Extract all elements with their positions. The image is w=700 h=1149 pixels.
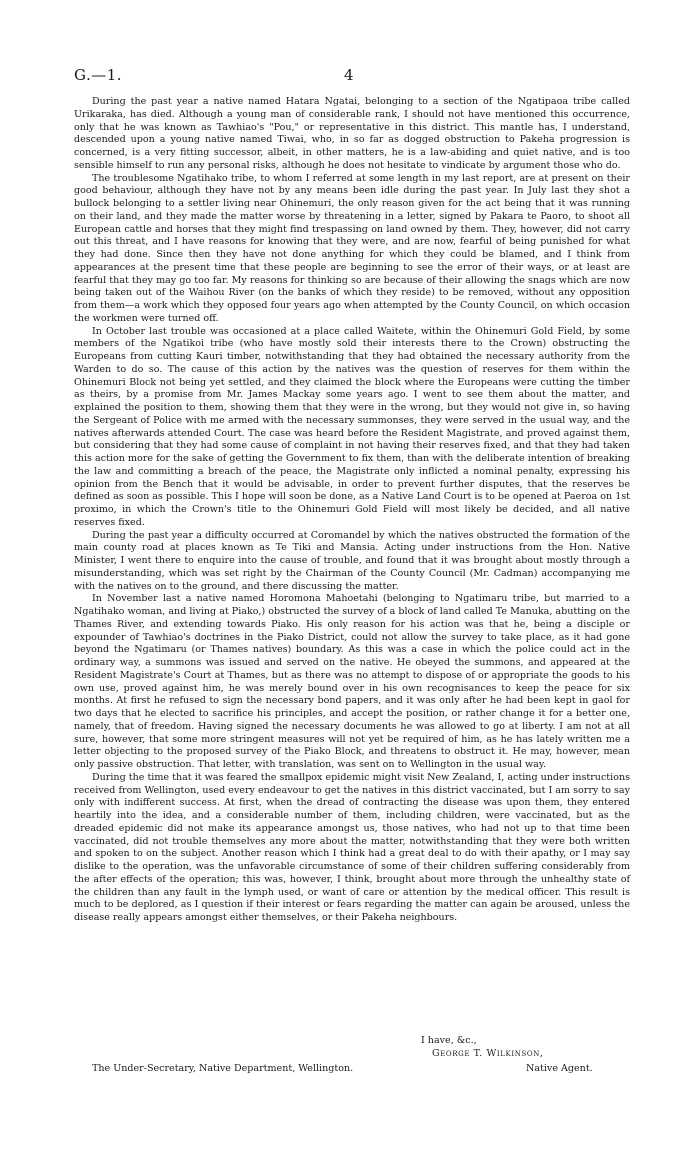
- paragraph-coromandel-road: During the past year a difficulty occurred at Coromandel by which the natives obstructed the formation of the main county road at places known as Te Tiki and Mansia. Acting under instructions from the Hon. Native Minister, I went there to enquire into the cause of trouble, and found that it was brought about mostly through a misunderstanding, which was set right by the Chairman of the County Council (Mr. Cadman) accompanying me with the natives on to the ground, and there discussing the matter.: [74, 529, 630, 592]
- paragraph-ngatihako-tribe: The troublesome Ngatihako tribe, to whom I referred at some length in my last report, are at present on their good behaviour, although they have not by any means been idle during the past year. In July last they shot a bullock belonging to a settler living near Ohinemuri, the only reason given for the act being that it was running on their land, and they made the matter worse by threatening in a letter, signed by Pakara te Paoro, to shoot all European cattle and horses that they might find trespassing on land owned by them. They, however, did not carry out this threat, and I have reasons for knowing that they were, and are now, fearful of being punished for what they had done. Since then they have not done anything for which they could be blamed, and I think from appearances at the present time that these people are beginning to see the error of their ways, or at least are fearful that they may go too far. My reasons for thinking so are because of their allowing the snags which are now being taken out of the Waihou River (on the banks of which they reside) to be removed, without any opposition from them—a work which they opposed four years ago when attempted by the County Council, on which occasion the workmen were turned off.: [74, 172, 630, 324]
- page-header: [74, 66, 634, 86]
- letter-closing: [74, 1035, 630, 1073]
- addressee: The Under-Secretary, Native Department, Wellington.: [92, 1062, 354, 1074]
- signatory-title: Native Agent.: [526, 1062, 593, 1074]
- paragraph-smallpox-vaccination: During the time that it was feared the smallpox epidemic might visit New Zealand, I, acting under instructions received from Wellington, used every endeavour to get the natives in this district vaccinated, but I am sorry to say only with indifferent success. At first, when the dread of contracting the disease was upon them, they entered heartily into the idea, and a considerable number of them, including children, were vaccinated, but as the dreaded epidemic did not make its appearance amongst us, those natives, who had not up to that time been vaccinated, did not trouble themselves any more about the matter, notwithstanding that they were both written and spoken to on the subject. Another reason which I think had a great deal to do with their apathy, or I may say dislike to the operation, was the unfavorable circumstance of some of their children suffering considerably from the after effects of the operation; this was, however, I think, brought about more through the unhealthy state of the children than any fault in the lymph used, or want of care or attention by the medical officer. This result is much to be deplored, as I question if their interest or fears regarding the matter can again be aroused, unless the disease really appears amongst either themselves, or their Pakeha neighbours.: [74, 771, 630, 923]
- page-number: 4: [344, 66, 354, 84]
- paragraph-horomona-mahoetahi: In November last a native named Horomona Mahoetahi (belonging to Ngatimaru tribe, but married to a Ngatihako woman, and living at Piako,) obstructed the survey of a block of land called Te Manuka, abutting on the Thames River, and extending towards Piako. His only reason for his action was that he, being a disciple or expounder of Tawhiao's doctrines in the Piako District, could not allow the survey to take place, as it had gone beyond the Ngatimaru (or Thames natives) boundary. As this was a case in which the police could act in the ordinary way, a summons was issued and served on the native. He obeyed the summons, and appeared at the Resident Magistrate's Court at Thames, but as there was no attempt to dispose of or appropriate the goods to his own use, proved against him, he was merely bound over in his own recognisances to keep the peace for six months. At first he refused to sign the necessary bond papers, and it was only after he had been kept in gaol for two days that he elected to sacrifice his principles, and accept the position, or rather change it for a better one, namely, that of freedom. Having signed the necessary documents he was allowed to go at liberty. I am not at all sure, however, that some more stringent measures will not yet be required of him, as he has lately written me a letter objecting to the proposed survey of the Piako Block, and threatens to obstruct it. He may, however, mean only passive obstruction. That letter, with translation, was sent on to Wellington in the usual way.: [74, 593, 630, 770]
- paragraph-hatara-ngatai: During the past year a native named Hatara Ngatai, belonging to a section of the Ngatipaoa tribe called Urikaraka, has died. Although a young man of considerable rank, I should not have mentioned this occurrence, only that he was known as Tawhiao's "Pou," or representative in this district. This mantle has, I understand, descended upon a young native named Tiwai, who, in so far as dogged obstruction to Pakeha progression is concerned, is a very fitting successor, albeit, in other matters, he is a law-abiding and quiet native, and is too sensible himself to run any personal risks, although he does not hesitate to vindicate by argument those who do.: [74, 96, 630, 171]
- report-body: [74, 96, 630, 925]
- document-reference: G.—1.: [74, 66, 123, 84]
- signature: George T. Wilkinson,: [432, 1047, 544, 1059]
- valediction: I have, &c.,: [421, 1035, 477, 1046]
- paragraph-waitete-trouble: In October last trouble was occasioned at a place called Waitete, within the Ohinemuri Gold Field, by some members of the Ngatikoi tribe (who have mostly sold their interests there to the Crown) obstructing the Europeans from cutting Kauri timber, notwithstanding that they had obtained the necessary authority from the Warden to do so. The cause of this action by the natives was the question of reserves for them within the Ohinemuri Block not being yet settled, and they claimed the block where the Europeans were cutting the timber as theirs, by a promise from Mr. James Mackay some years ago. I went to see them about the matter, and explained the position to them, showing them that they were in the wrong, but they would not give in, so having the Sergeant of Police with me armed with the necessary summonses, they were served in the usual way, and the natives afterwards attended Court. The case was heard before the Resident Magistrate, and proved against them, but considering that they had some cause of complaint in not having their reserves fixed, and that they had taken this action more for the sake of getting the Government to fix them, than with the deliberate intention of breaking the law and committing a breach of the peace, the Magistrate only inflicted a nominal penalty, expressing his opinion from the Bench that it would be advisable, in order to prevent further disputes, that the reserves be defined as soon as possible. This I hope will soon be done, as a Native Land Court is to be opened at Paeroa on 1st proximo, in which the Crown's title to the Ohinemuri Gold Field will most likely be decided, and all native reserves fixed.: [74, 325, 630, 528]
